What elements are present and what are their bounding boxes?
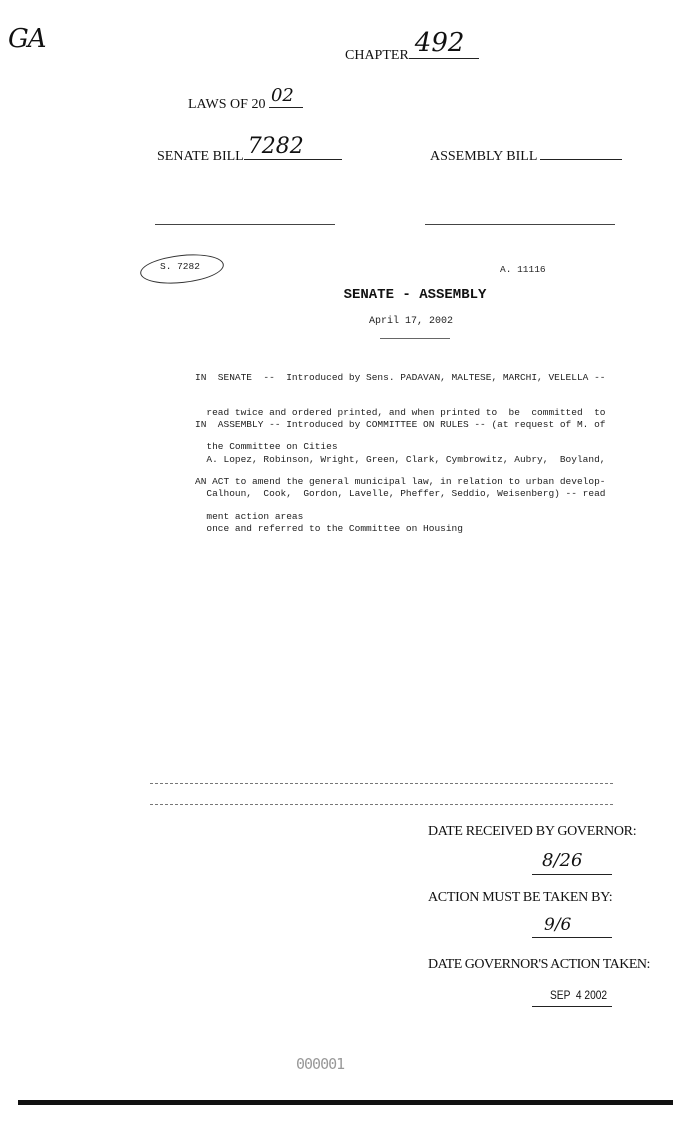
assembly-bill-label: ASSEMBLY BILL [430,149,537,164]
scan-edge-bar [18,1100,673,1105]
date-underline [380,338,450,339]
chapter-number-field [409,28,479,59]
signature-line-left [155,224,335,225]
laws-label: LAWS OF 20 [188,97,266,112]
assembly-bill-line [430,145,622,165]
date-received-value: 8/26 [542,850,583,871]
chapter-line [345,28,479,64]
senate-number: S. 7282 [160,261,200,272]
corner-handwritten-mark: GA [8,24,46,54]
assembly-number: A. 11116 [500,264,546,275]
laws-year-field [269,85,303,108]
page-number: 000001 [296,1055,345,1073]
laws-year: 02 [270,85,294,106]
signature-line-right [425,224,615,225]
bill-title: SENATE - ASSEMBLY [343,287,487,303]
action-by-label: ACTION MUST BE TAKEN BY: [428,890,613,905]
senate-intro-line: read twice and ordered printed, and when printed to be committed to [195,406,606,418]
action-taken-field [532,988,612,1007]
assembly-intro-line: Calhoun, Cook, Gordon, Lavelle, Pheffer, Seddio, Weisenberg) -- read [195,488,606,499]
senate-bill-label: SENATE BILL [157,149,244,164]
senate-bill-number: 7282 [247,134,304,159]
laws-line [188,85,303,113]
date-received-field [532,852,612,875]
senate-bill-field [244,134,342,160]
assembly-intro-line: once and referred to the Committee on Housing [195,522,463,534]
action-taken-label: DATE GOVERNOR'S ACTION TAKEN: [428,957,650,972]
chapter-label: CHAPTER [345,48,409,63]
senate-intro-line: IN SENATE -- Introduced by Sens. PADAVAN, MALTESE, MARCHI, VELELLA -- [195,372,606,383]
action-by-field [532,915,612,938]
separator-line-top [150,783,613,784]
chapter-number: 492 [414,28,465,58]
assembly-bill-field [540,145,622,160]
senate-intro-line: the Committee on Cities [195,441,338,452]
act-line: ment action areas [195,510,304,522]
act-line: AN ACT to amend the general municipal law, in relation to urban develop- [195,476,606,487]
date-received-label: DATE RECEIVED BY GOVERNOR: [428,824,637,839]
bill-date: April 17, 2002 [369,316,454,327]
separator-line-bottom [150,804,613,805]
assembly-intro-line: A. Lopez, Robinson, Wright, Green, Clark, Cymbrowitz, Aubry, Boyland, [195,453,606,465]
act-text [195,453,635,534]
action-taken-stamp: SEP 4 2002 [550,988,608,1002]
senate-bill-line [157,134,342,165]
assembly-intro-line: IN ASSEMBLY -- Introduced by COMMITTEE ON RULES -- (at request of M. of [195,419,606,430]
action-by-value: 9/6 [544,915,572,935]
